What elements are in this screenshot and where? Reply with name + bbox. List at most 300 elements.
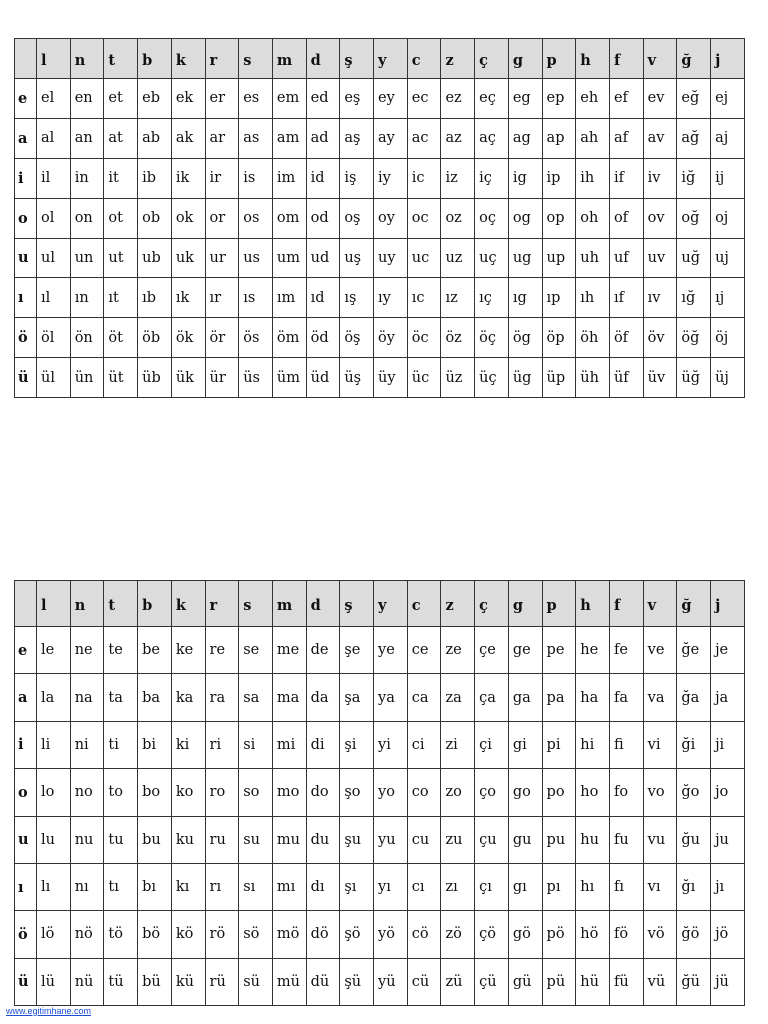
consonant-header-cell: r [205,39,239,79]
syllable-cell: fo [609,769,643,816]
syllable-cell: tu [104,816,138,863]
syllable-cell: uj [711,238,745,278]
syllable-cell: aj [711,118,745,158]
syllable-cell: mu [272,816,306,863]
syllable-cell: kü [171,958,205,1005]
syllable-cell: va [643,674,677,721]
syllable-cell: lu [37,816,71,863]
syllable-cell: al [37,118,71,158]
syllable-cell: ef [609,79,643,119]
syllable-cell: uv [643,238,677,278]
syllable-cell: ık [171,278,205,318]
syllable-cell: ju [711,816,745,863]
vowel-header-cell: ı [15,863,37,910]
table-row [15,358,745,398]
syllable-cell: ıv [643,278,677,318]
syllable-cell: eç [475,79,509,119]
table-row [15,816,745,863]
syllable-cell: ad [306,118,340,158]
vowel-header-cell: ı [15,278,37,318]
table-row [15,958,745,1005]
syllable-cell: pu [542,816,576,863]
syllable-cell: öp [542,318,576,358]
syllable-cell: ım [272,278,306,318]
syllable-cell: üy [374,358,408,398]
syllable-cell: ul [37,238,71,278]
open-syllable-table [14,580,745,1006]
syllable-cell: ıb [138,278,172,318]
syllable-cell: ıç [475,278,509,318]
syllable-cell: üj [711,358,745,398]
syllable-cell: zö [441,911,475,958]
syllable-cell: vu [643,816,677,863]
syllable-cell: şi [340,721,374,768]
syllable-cell: üb [138,358,172,398]
syllable-cell: ri [205,721,239,768]
consonant-header-cell: p [542,39,576,79]
syllable-cell: öh [576,318,610,358]
syllable-cell: ag [508,118,542,158]
consonant-header-cell: c [407,39,441,79]
syllable-cell: mü [272,958,306,1005]
syllable-cell: oz [441,198,475,238]
syllable-cell: dü [306,958,340,1005]
syllable-cell: dı [306,863,340,910]
syllable-cell: ma [272,674,306,721]
syllable-cell: öv [643,318,677,358]
syllable-cell: re [205,627,239,674]
vowel-header-cell: a [15,674,37,721]
syllable-cell: fe [609,627,643,674]
syllable-cell: ve [643,627,677,674]
syllable-cell: çi [475,721,509,768]
syllable-cell: pö [542,911,576,958]
syllable-cell: ev [643,79,677,119]
syllable-cell: gö [508,911,542,958]
consonant-header-cell: p [542,581,576,627]
consonant-header-cell: b [138,581,172,627]
consonant-header-cell: n [70,581,104,627]
syllable-cell: öl [37,318,71,358]
vowel-header-cell: u [15,238,37,278]
corner-cell [15,581,37,627]
syllable-cell: cü [407,958,441,1005]
syllable-cell: zı [441,863,475,910]
syllable-cell: öç [475,318,509,358]
vowel-header-cell: i [15,158,37,198]
syllable-cell: ğu [677,816,711,863]
syllable-cell: fu [609,816,643,863]
syllable-cell: hö [576,911,610,958]
syllable-cell: he [576,627,610,674]
syllable-cell: su [239,816,273,863]
consonant-header-row [15,581,745,627]
syllable-cell: im [272,158,306,198]
syllable-cell: oğ [677,198,711,238]
syllable-cell: ge [508,627,542,674]
syllable-cell: oh [576,198,610,238]
consonant-header-cell: s [239,581,273,627]
syllable-cell: ça [475,674,509,721]
consonant-header-cell: m [272,39,306,79]
syllable-cell: yu [374,816,408,863]
syllable-cell: üğ [677,358,711,398]
syllable-cell: na [70,674,104,721]
syllable-cell: öğ [677,318,711,358]
consonant-header-cell: z [441,39,475,79]
syllable-cell: si [239,721,273,768]
syllable-cell: bo [138,769,172,816]
syllable-cell: uğ [677,238,711,278]
syllable-cell: ez [441,79,475,119]
syllable-cell: is [239,158,273,198]
syllable-cell: zu [441,816,475,863]
syllable-cell: öş [340,318,374,358]
syllable-cell: ğe [677,627,711,674]
syllable-cell: cö [407,911,441,958]
table-row [15,674,745,721]
consonant-header-row [15,39,745,79]
syllable-cell: üv [643,358,677,398]
syllable-cell: ır [205,278,239,318]
syllable-cell: ca [407,674,441,721]
syllable-cell: ey [374,79,408,119]
syllable-cell: pa [542,674,576,721]
consonant-header-cell: c [407,581,441,627]
vowel-header-cell: ü [15,358,37,398]
vowel-header-cell: u [15,816,37,863]
consonant-header-cell: v [643,39,677,79]
syllable-cell: za [441,674,475,721]
syllable-cell: te [104,627,138,674]
source-link[interactable]: www.egitimhane.com [6,1006,92,1016]
syllable-cell: ak [171,118,205,158]
syllable-cell: ıf [609,278,643,318]
consonant-header-cell: f [609,581,643,627]
syllable-cell: ga [508,674,542,721]
syllable-cell: ül [37,358,71,398]
consonant-header-cell: m [272,581,306,627]
syllable-cell: di [306,721,340,768]
syllable-cell: ğa [677,674,711,721]
syllable-cell: öz [441,318,475,358]
syllable-cell: ço [475,769,509,816]
syllable-cell: if [609,158,643,198]
syllable-cell: il [37,158,71,198]
vowel-header-cell: ö [15,318,37,358]
syllable-cell: üz [441,358,475,398]
syllable-cell: co [407,769,441,816]
syllable-cell: le [37,627,71,674]
table-row [15,318,745,358]
syllable-cell: of [609,198,643,238]
vowel-header-cell: o [15,198,37,238]
consonant-header-cell: ş [340,39,374,79]
syllable-cell: hi [576,721,610,768]
corner-cell [15,39,37,79]
syllable-cell: mö [272,911,306,958]
syllable-cell: ze [441,627,475,674]
syllable-cell: em [272,79,306,119]
syllable-cell: et [104,79,138,119]
syllable-cell: ik [171,158,205,198]
syllable-cell: oj [711,198,745,238]
consonant-header-cell: l [37,39,71,79]
syllable-cell: ki [171,721,205,768]
consonant-header-cell: g [508,581,542,627]
syllable-cell: ta [104,674,138,721]
syllable-cell: ko [171,769,205,816]
syllable-cell: og [508,198,542,238]
syllable-cell: öm [272,318,306,358]
syllable-cell: mı [272,863,306,910]
table-row [15,158,745,198]
syllable-cell: üh [576,358,610,398]
syllable-cell: ed [306,79,340,119]
syllable-cell: cı [407,863,441,910]
syllable-cell: gu [508,816,542,863]
syllable-cell: rü [205,958,239,1005]
syllable-cell: ib [138,158,172,198]
syllable-cell: ig [508,158,542,198]
consonant-header-cell: b [138,39,172,79]
syllable-cell: ij [711,158,745,198]
syllable-cell: ği [677,721,711,768]
syllable-cell: gi [508,721,542,768]
syllable-cell: yo [374,769,408,816]
syllable-cell: ye [374,627,408,674]
syllable-cell: om [272,198,306,238]
consonant-header-cell: h [576,581,610,627]
syllable-cell: nü [70,958,104,1005]
syllable-cell: kö [171,911,205,958]
syllable-cell: da [306,674,340,721]
syllable-cell: ka [171,674,205,721]
syllable-cell: se [239,627,273,674]
syllable-cell: ku [171,816,205,863]
syllable-cell: üt [104,358,138,398]
syllable-cell: ğı [677,863,711,910]
table-row [15,911,745,958]
syllable-cell: it [104,158,138,198]
syllable-cell: şa [340,674,374,721]
syllable-cell: iğ [677,158,711,198]
syllable-cell: id [306,158,340,198]
syllable-cell: ıp [542,278,576,318]
syllable-cell: yü [374,958,408,1005]
consonant-header-cell: s [239,39,273,79]
syllable-cell: am [272,118,306,158]
syllable-cell: on [70,198,104,238]
syllable-cell: ek [171,79,205,119]
syllable-cell: şu [340,816,374,863]
syllable-cell: be [138,627,172,674]
vowel-header-cell: a [15,118,37,158]
syllable-cell: ej [711,79,745,119]
syllable-cell: to [104,769,138,816]
syllable-cell: ac [407,118,441,158]
syllable-cell: tö [104,911,138,958]
syllable-cell: pı [542,863,576,910]
syllable-cell: iv [643,158,677,198]
syllable-cell: sö [239,911,273,958]
syllable-cell: ra [205,674,239,721]
syllable-cell: zü [441,958,475,1005]
syllable-cell: eh [576,79,610,119]
syllable-cell: lo [37,769,71,816]
syllable-cell: jü [711,958,745,1005]
syllable-cell: zi [441,721,475,768]
consonant-header-cell: d [306,581,340,627]
consonant-header-cell: ç [475,39,509,79]
syllable-cell: ke [171,627,205,674]
syllable-cell: nö [70,911,104,958]
consonant-header-cell: ş [340,581,374,627]
syllable-cell: ıt [104,278,138,318]
syllable-cell: gü [508,958,542,1005]
syllable-cell: de [306,627,340,674]
syllable-cell: ız [441,278,475,318]
closed-syllable-table [14,38,745,398]
syllable-cell: az [441,118,475,158]
table-row [15,278,745,318]
syllable-cell: ob [138,198,172,238]
syllable-cell: ba [138,674,172,721]
syllable-cell: pü [542,958,576,1005]
vowel-header-cell: ü [15,958,37,1005]
table-row [15,118,745,158]
consonant-header-cell: ğ [677,39,711,79]
syllable-cell: oy [374,198,408,238]
syllable-cell: os [239,198,273,238]
syllable-cell: yö [374,911,408,958]
syllable-cell: jö [711,911,745,958]
syllable-cell: rö [205,911,239,958]
syllable-cell: ja [711,674,745,721]
consonant-header-cell: y [374,39,408,79]
syllable-cell: ür [205,358,239,398]
syllable-cell: eb [138,79,172,119]
consonant-header-cell: j [711,581,745,627]
syllable-cell: kı [171,863,205,910]
syllable-cell: ic [407,158,441,198]
syllable-cell: es [239,79,273,119]
syllable-cell: ög [508,318,542,358]
syllable-cell: ıh [576,278,610,318]
syllable-cell: pe [542,627,576,674]
syllable-cell: el [37,79,71,119]
vowel-header-cell: e [15,79,37,119]
syllable-cell: ce [407,627,441,674]
syllable-cell: ıj [711,278,745,318]
consonant-header-cell: t [104,39,138,79]
syllable-cell: çö [475,911,509,958]
syllable-cell: çu [475,816,509,863]
consonant-header-cell: k [171,581,205,627]
consonant-header-cell: h [576,39,610,79]
consonant-header-cell: k [171,39,205,79]
table-row [15,863,745,910]
syllable-cell: er [205,79,239,119]
vowel-header-cell: i [15,721,37,768]
syllable-cell: uz [441,238,475,278]
syllable-cell: lü [37,958,71,1005]
syllable-cell: fa [609,674,643,721]
syllable-cell: la [37,674,71,721]
table-row [15,627,745,674]
syllable-cell: nı [70,863,104,910]
table-row [15,238,745,278]
syllable-cell: me [272,627,306,674]
syllable-cell: öj [711,318,745,358]
syllable-cell: hı [576,863,610,910]
syllable-cell: ti [104,721,138,768]
syllable-cell: do [306,769,340,816]
syllable-cell: vü [643,958,677,1005]
syllable-cell: yi [374,721,408,768]
syllable-cell: mo [272,769,306,816]
syllable-cell: üg [508,358,542,398]
syllable-cell: öy [374,318,408,358]
syllable-cell: ar [205,118,239,158]
syllable-cell: ön [70,318,104,358]
vowel-header-cell: e [15,627,37,674]
syllable-cell: fi [609,721,643,768]
syllable-cell: je [711,627,745,674]
syllable-cell: so [239,769,273,816]
syllable-cell: ci [407,721,441,768]
syllable-cell: no [70,769,104,816]
syllable-cell: ya [374,674,408,721]
consonant-header-cell: ğ [677,581,711,627]
syllable-cell: öc [407,318,441,358]
syllable-cell: tü [104,958,138,1005]
consonant-header-cell: ç [475,581,509,627]
syllable-cell: cu [407,816,441,863]
syllable-cell: eg [508,79,542,119]
syllable-cell: uş [340,238,374,278]
syllable-cell: un [70,238,104,278]
syllable-cell: uç [475,238,509,278]
syllable-cell: ış [340,278,374,318]
syllable-cell: ru [205,816,239,863]
syllable-cell: jı [711,863,745,910]
syllable-cell: ha [576,674,610,721]
syllable-cell: as [239,118,273,158]
syllable-cell: fı [609,863,643,910]
syllable-cell: üp [542,358,576,398]
syllable-cell: ap [542,118,576,158]
consonant-header-cell: l [37,581,71,627]
syllable-cell: lı [37,863,71,910]
syllable-cell: sü [239,958,273,1005]
syllable-cell: uh [576,238,610,278]
syllable-cell: sa [239,674,273,721]
syllable-cell: ıs [239,278,273,318]
consonant-header-cell: v [643,581,677,627]
syllable-cell: ud [306,238,340,278]
syllable-cell: eğ [677,79,711,119]
syllable-cell: nu [70,816,104,863]
syllable-cell: üş [340,358,374,398]
syllable-cell: gı [508,863,542,910]
syllable-cell: av [643,118,677,158]
syllable-cell: ug [508,238,542,278]
syllable-cell: du [306,816,340,863]
syllable-cell: öd [306,318,340,358]
syllable-cell: jo [711,769,745,816]
syllable-cell: aç [475,118,509,158]
